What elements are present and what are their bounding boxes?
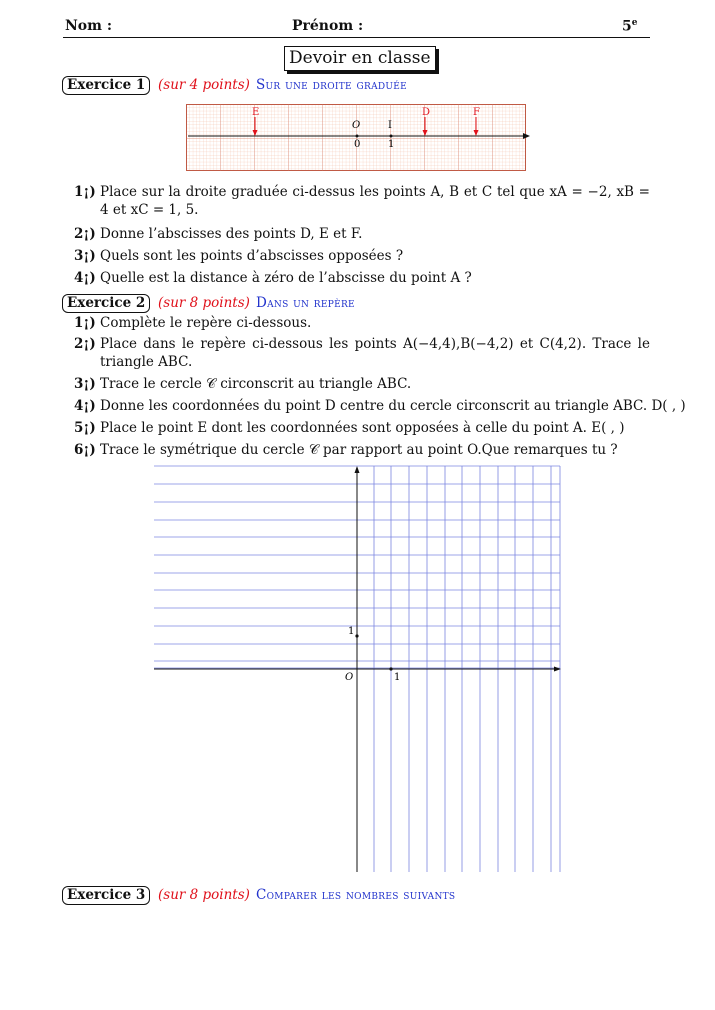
ex2-question-4: 4¡) Donne les coordonnées du point D centre du cercle circonscrit au triangle ABC. D( , )	[74, 398, 686, 414]
coordinate-grid[interactable]	[152, 464, 567, 876]
ex2-question-6: 6¡) Trace le symétrique du cercle 𝒞 par rapport au point O.Que remarques tu ?	[74, 442, 618, 458]
label-E: E	[252, 107, 260, 118]
exercise-3-topic: Comparer les nombres suivants	[256, 887, 456, 903]
ex1-question-4: 4¡) Quelle est la distance à zéro de l’abscisse du point A ?	[74, 270, 472, 286]
unit-point	[390, 135, 393, 138]
header-rule	[63, 37, 650, 38]
exercise-3-label: Exercice 3	[62, 886, 150, 905]
exercise-2-label: Exercice 2	[62, 294, 150, 313]
exercise-2-topic: Dans un repère	[256, 295, 355, 311]
axis-arrow-icon	[523, 133, 530, 139]
exercise-1-topic: Sur une droite graduée	[256, 77, 408, 93]
class-level: 5e	[622, 18, 638, 35]
y-axis-arrow-icon	[355, 466, 360, 473]
page-title: Devoir en classe	[284, 46, 436, 71]
nom-label: Nom :	[65, 18, 112, 34]
label-O: O	[352, 120, 361, 131]
number-line-figure	[186, 104, 531, 172]
exercise-1-label: Exercice 1	[62, 76, 150, 95]
exercise-1-points: (sur 4 points)	[158, 77, 250, 93]
label-one-x: 1	[394, 672, 401, 683]
tick-0: 0	[354, 139, 361, 150]
label-D: D	[422, 107, 431, 118]
ex1-question-1: 1¡) Place sur la droite graduée ci-dessus les points A, B et C tel que xA = −2, xB = 4 et xC = 1, 5.	[74, 184, 650, 218]
label-F: F	[473, 107, 480, 118]
prenom-label: Prénom :	[292, 18, 364, 34]
ex2-question-2: 2¡) Place dans le repère ci-dessous les points A(−4,4),B(−4,2) et C(4,2). Trace le triangle ABC.	[74, 336, 650, 370]
origin-point	[356, 135, 359, 138]
label-origin: O	[345, 672, 354, 683]
ex1-question-2: 2¡) Donne l’abscisses des points D, E et F.	[74, 226, 363, 242]
ex1-question-3: 3¡) Quels sont les points d’abscisses opposées ?	[74, 248, 404, 264]
label-I: I	[388, 120, 392, 131]
exercise-3-points: (sur 8 points)	[158, 887, 250, 903]
ex2-question-3: 3¡) Trace le cercle 𝒞 circonscrit au triangle ABC.	[74, 376, 412, 392]
ex2-question-5: 5¡) Place le point E dont les coordonnées sont opposées à celle du point A. E( , )	[74, 420, 625, 436]
ex2-question-1: 1¡) Complète le repère ci-dessous.	[74, 315, 312, 331]
unit-x-point	[389, 667, 392, 670]
label-one-y: 1	[348, 626, 355, 637]
unit-y-point	[355, 634, 358, 637]
tick-1: 1	[388, 139, 395, 150]
exercise-2-points: (sur 8 points)	[158, 295, 250, 311]
